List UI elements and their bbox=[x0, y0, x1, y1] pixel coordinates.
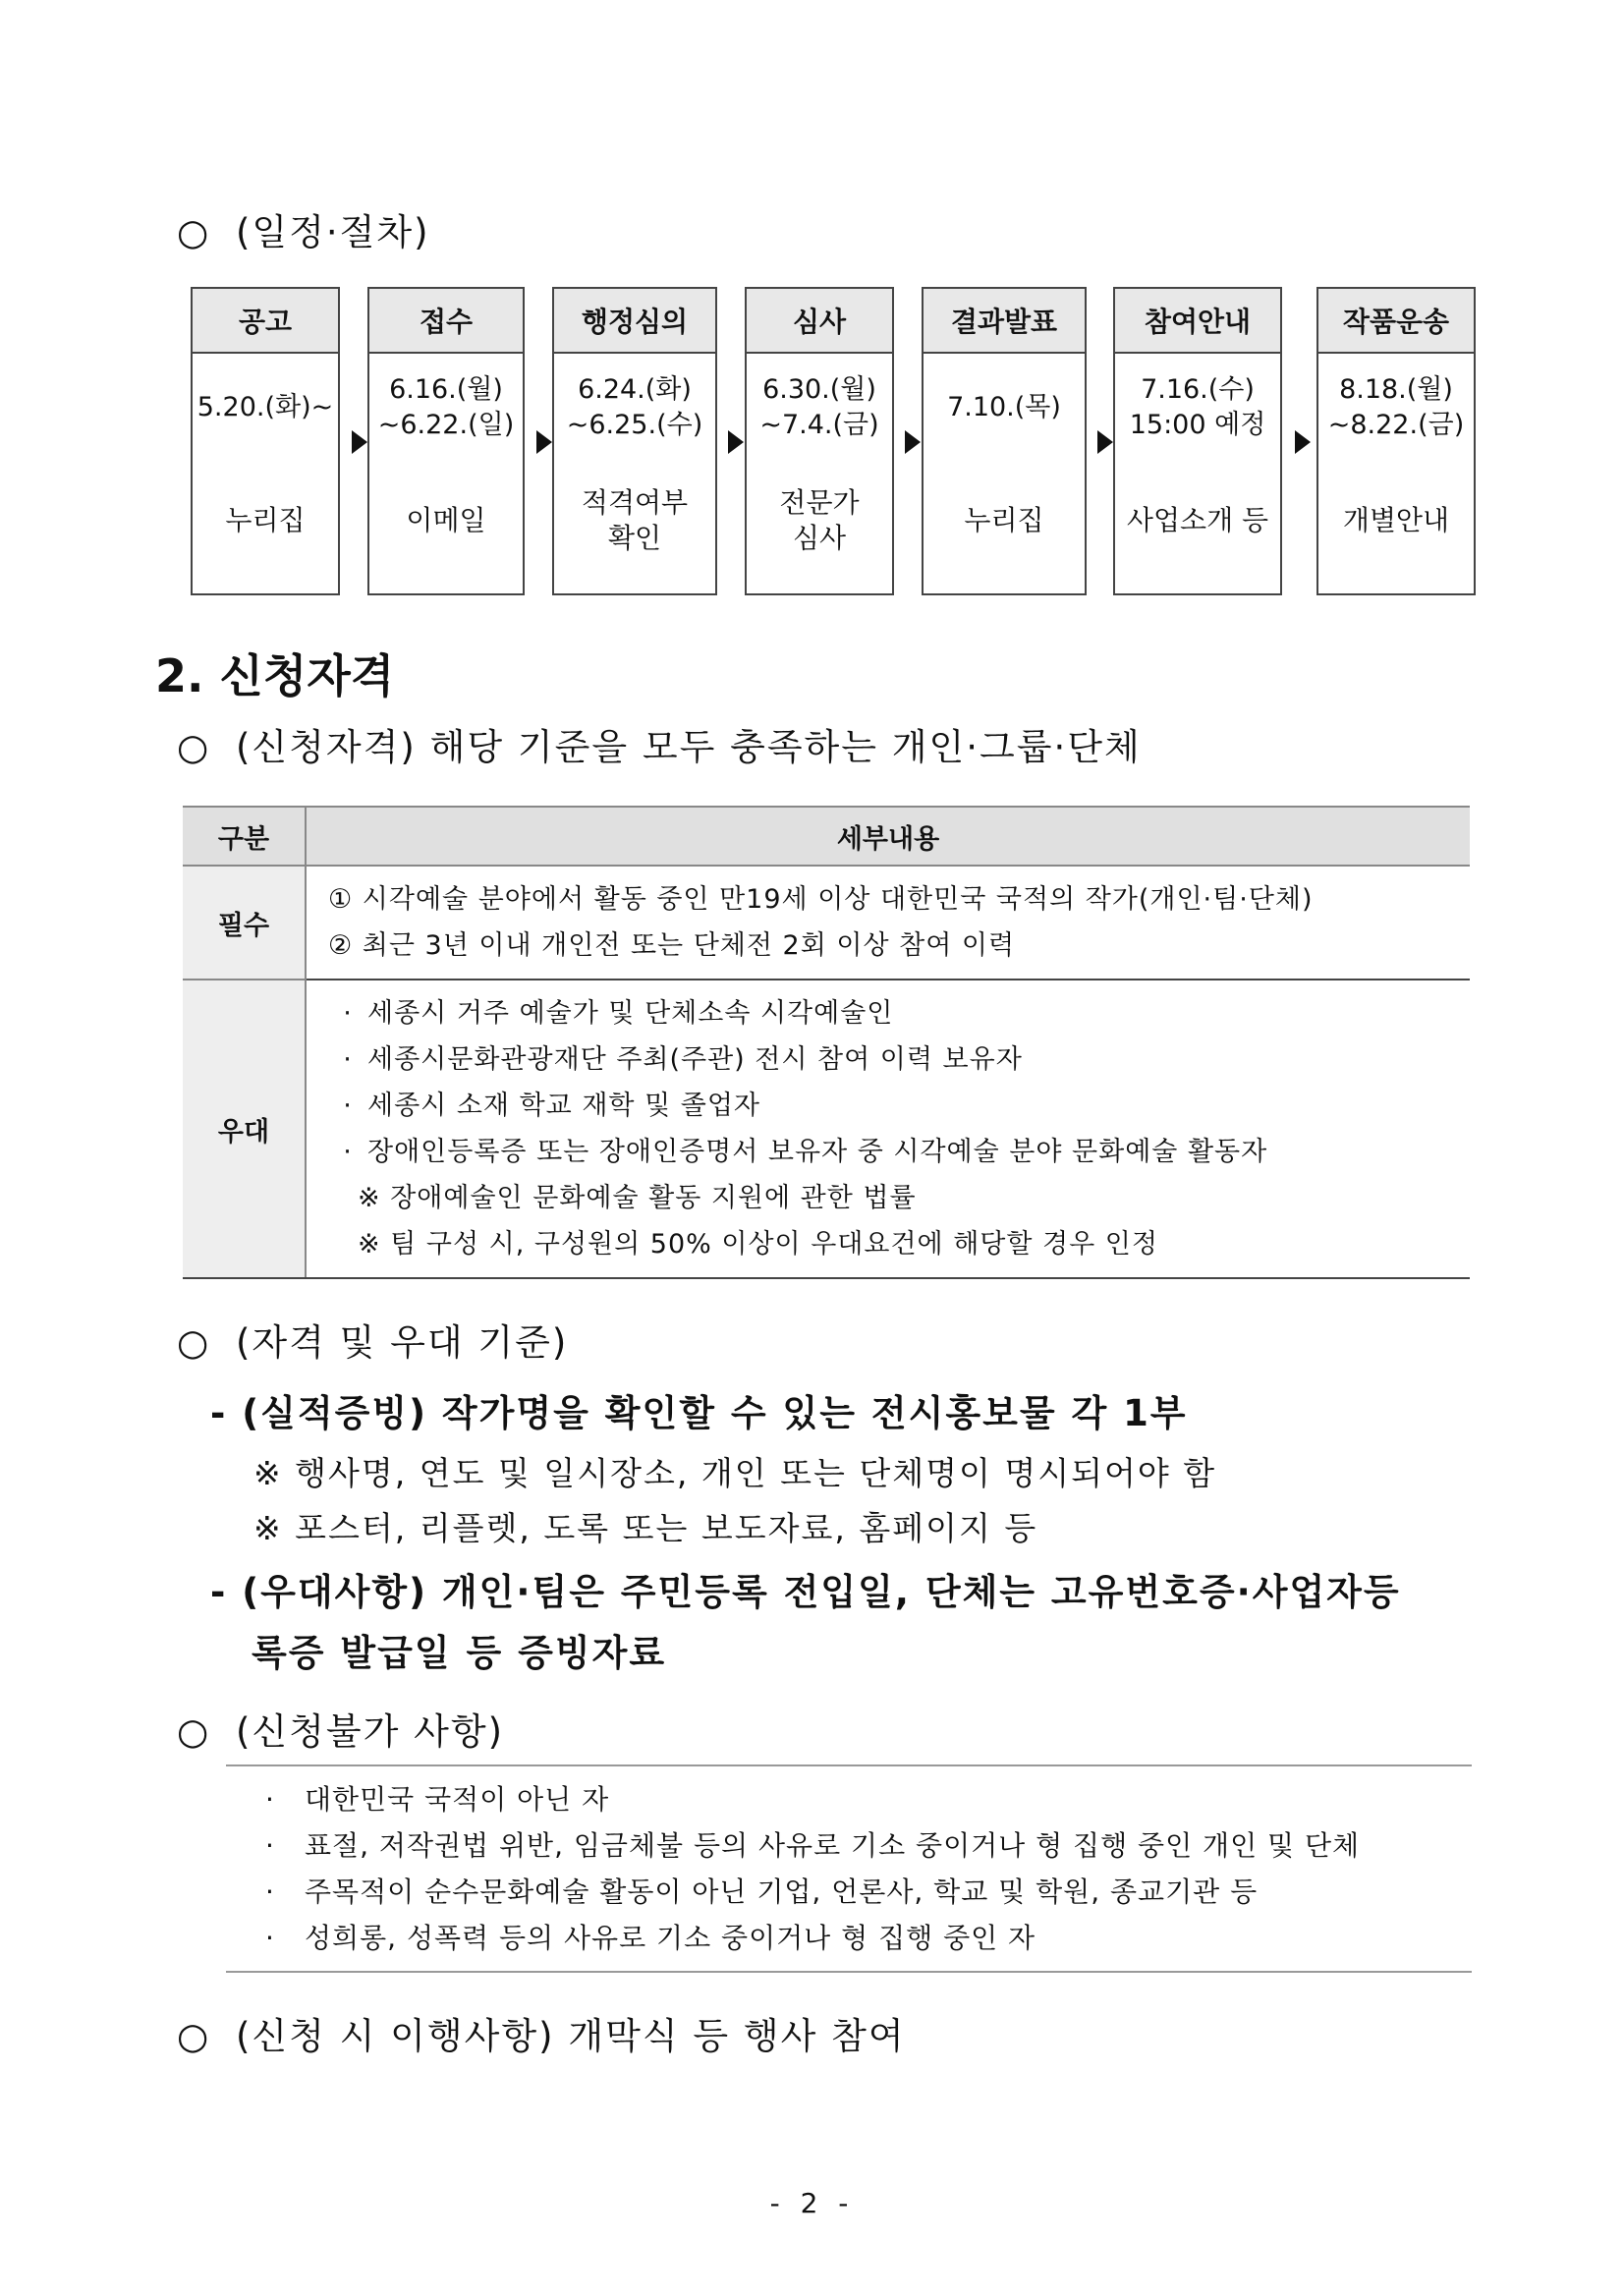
arrow-right-icon bbox=[1097, 430, 1113, 454]
schedule-step-announce bbox=[191, 287, 340, 595]
step-desc: 전문가 심사 bbox=[779, 486, 860, 554]
row-label: 필수 bbox=[183, 866, 306, 980]
step-desc: 적격여부 확인 bbox=[581, 486, 689, 554]
table-header-details: 세부내용 bbox=[306, 807, 1470, 866]
schedule-step-shipping bbox=[1316, 287, 1476, 595]
preference-docs-line: - (우대사항) 개인·팀은 주민등록 전입일, 단체는 고유번호증·사업자등 bbox=[210, 1571, 1401, 1613]
circle-bullet-icon: ○ bbox=[177, 1321, 211, 1364]
step-title: 심사 bbox=[747, 289, 892, 354]
schedule-heading: ○ (일정·절차) bbox=[177, 211, 430, 253]
step-date: 7.16.(수) 15:00 예정 bbox=[1129, 374, 1266, 440]
step-date: 6.16.(월) ~6.22.(일) bbox=[377, 374, 515, 440]
list-item: · 세종시 소재 학교 재학 및 졸업자 bbox=[328, 1083, 1450, 1129]
obligation-heading: ○ (신청 시 이행사항) 개막식 등 행사 참여 bbox=[177, 2015, 906, 2057]
dot-bullet-icon: · bbox=[265, 1829, 275, 1862]
dot-bullet-icon: · bbox=[343, 1044, 353, 1075]
criteria-heading: ○ (자격 및 우대 기준) bbox=[177, 1321, 569, 1364]
step-title: 행정심의 bbox=[554, 289, 715, 354]
step-desc: 사업소개 등 bbox=[1126, 504, 1269, 536]
circle-bullet-icon: ○ bbox=[177, 211, 211, 253]
list-item: · 표절, 저작권법 위반, 임금체불 등의 사유로 기소 중이거나 형 집행 중인 개인 및 단체 bbox=[226, 1822, 1472, 1869]
list-item: · 세종시문화관광재단 주최(주관) 전시 참여 이력 보유자 bbox=[328, 1036, 1450, 1083]
arrow-right-icon bbox=[352, 430, 367, 454]
table-row-preferred bbox=[183, 980, 1470, 1278]
step-title: 접수 bbox=[369, 289, 523, 354]
arrow-right-icon bbox=[905, 430, 921, 454]
schedule-step-results bbox=[922, 287, 1087, 595]
arrow-right-icon bbox=[536, 430, 552, 454]
dot-bullet-icon: · bbox=[343, 998, 353, 1029]
step-desc: 누리집 bbox=[964, 504, 1044, 536]
list-item: · 대한민국 국적이 아닌 자 bbox=[226, 1776, 1472, 1822]
restriction-list bbox=[226, 1764, 1472, 1973]
table-header-category: 구분 bbox=[183, 807, 306, 866]
list-item: · 세종시 거주 예술가 및 단체소속 시각예술인 bbox=[328, 990, 1450, 1036]
table-note: ※ 팀 구성 시, 구성원의 50% 이상이 우대요건에 해당할 경우 인정 bbox=[358, 1229, 1158, 1260]
schedule-step-receipt bbox=[367, 287, 525, 595]
step-date: 6.30.(월) ~7.4.(금) bbox=[759, 374, 879, 440]
dot-bullet-icon: · bbox=[265, 1922, 275, 1954]
list-item: · 주목적이 순수문화예술 활동이 아닌 기업, 언론사, 학교 및 학원, 종교기관 등 bbox=[226, 1869, 1472, 1915]
table-row-required bbox=[183, 866, 1470, 980]
preference-docs-line: 록증 발급일 등 증빙자료 bbox=[252, 1632, 667, 1674]
circle-bullet-icon: ○ bbox=[177, 2015, 211, 2057]
proof-note: ※ 포스터, 리플렛, 도록 또는 보도자료, 홈페이지 등 bbox=[253, 1509, 1038, 1547]
circle-bullet-icon: ○ bbox=[177, 726, 211, 768]
dot-bullet-icon: · bbox=[343, 1091, 353, 1121]
step-title: 참여안내 bbox=[1115, 289, 1280, 354]
eligibility-heading: ○ (신청자격) 해당 기준을 모두 충족하는 개인·그룹·단체 bbox=[177, 726, 1142, 768]
step-desc: 개별안내 bbox=[1342, 504, 1450, 536]
list-item: · 성희롱, 성폭력 등의 사유로 기소 중이거나 형 집행 중인 자 bbox=[226, 1915, 1472, 1961]
list-item: · 장애인등록증 또는 장애인증명서 보유자 중 시각예술 분야 문화예술 활동자 bbox=[328, 1129, 1450, 1175]
dot-bullet-icon: · bbox=[343, 1137, 353, 1167]
table-note: ※ 장애예술인 문화예술 활동 지원에 관한 법률 bbox=[358, 1183, 917, 1213]
section-title: 2. 신청자격 bbox=[155, 649, 395, 702]
schedule-step-participation bbox=[1113, 287, 1282, 595]
step-date: 6.24.(화) ~6.25.(수) bbox=[566, 374, 703, 440]
arrow-right-icon bbox=[1295, 430, 1311, 454]
eligibility-table bbox=[183, 806, 1470, 1279]
step-date: 8.18.(월) ~8.22.(금) bbox=[1327, 374, 1465, 440]
circle-bullet-icon: ○ bbox=[177, 1710, 211, 1753]
step-title: 작품운송 bbox=[1318, 289, 1474, 354]
proof-title: - (실적증빙) 작가명을 확인할 수 있는 전시홍보물 각 1부 bbox=[210, 1392, 1188, 1434]
restriction-heading: ○ (신청불가 사항) bbox=[177, 1710, 505, 1753]
row-label: 우대 bbox=[183, 980, 306, 1278]
step-title: 공고 bbox=[193, 289, 338, 354]
step-desc: 누리집 bbox=[225, 504, 306, 536]
arrow-right-icon bbox=[728, 430, 744, 454]
step-date: 7.10.(목) bbox=[947, 392, 1061, 422]
list-item: ① 시각예술 분야에서 활동 중인 만19세 이상 대한민국 국적의 작가(개인·팀·단체) bbox=[328, 884, 1314, 915]
schedule-step-judging bbox=[745, 287, 894, 595]
proof-note: ※ 행사명, 연도 및 일시장소, 개인 또는 단체명이 명시되어야 함 bbox=[253, 1454, 1217, 1492]
step-date: 5.20.(화)~ bbox=[196, 392, 334, 422]
step-title: 결과발표 bbox=[924, 289, 1085, 354]
list-item: ② 최근 3년 이내 개인전 또는 단체전 2회 이상 참여 이력 bbox=[328, 930, 1016, 961]
schedule-step-admin-review bbox=[552, 287, 717, 595]
dot-bullet-icon: · bbox=[265, 1783, 275, 1816]
page-number: - 2 - bbox=[769, 2187, 855, 2219]
step-desc: 이메일 bbox=[406, 504, 486, 536]
dot-bullet-icon: · bbox=[265, 1876, 275, 1908]
